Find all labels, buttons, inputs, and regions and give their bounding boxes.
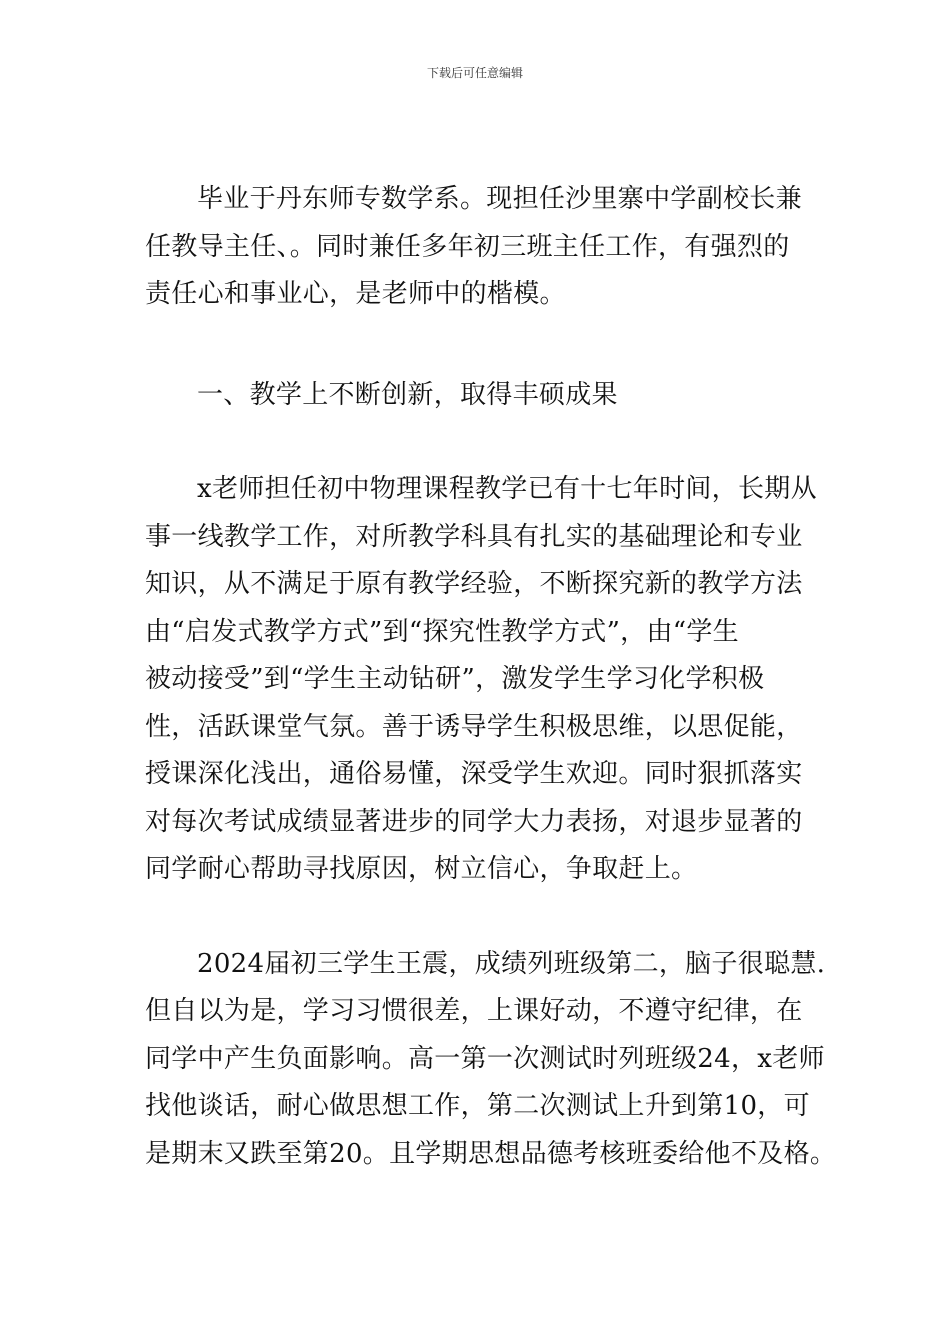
- paragraph-teaching: [145, 466, 825, 894]
- paragraph-spacer: [145, 319, 825, 372]
- paragraph-student-case: [145, 941, 837, 1179]
- text-line: 事一线教学工作，对所教学科具有扎实的基础理论和专业: [145, 521, 803, 552]
- text-line: 毕业于丹东师专数学系。现担任沙里寨中学副校长兼: [197, 184, 802, 214]
- text-line: 找他谈话，耐心做思想工作，第二次测试上升到第10，可: [145, 1091, 810, 1121]
- text-line: 知识，从不满足于原有教学经验，不断探究新的教学方法: [145, 569, 803, 599]
- section-heading: [145, 372, 825, 420]
- text-line: 被动接受”到“学生主动钻研”，激发学生学习化学积极: [145, 664, 765, 694]
- text-line: 由“启发式教学方式”到“探究性教学方式”，由“学生: [145, 616, 739, 647]
- text-line: 同学耐心帮助寻找原因，树立信心，争取赶上。: [145, 854, 698, 884]
- text-line: 同学中产生负面影响。高一第一次测试时列班级24，x老师: [145, 1043, 825, 1074]
- paragraph-intro: [145, 176, 825, 319]
- text-line: 性，活跃课堂气氛。善于诱导学生积极思维，以思促能，: [145, 711, 803, 742]
- text-line: 2024届初三学生王震，成绩列班级第二，脑子很聪慧.: [197, 948, 826, 979]
- text-line: 责任心和事业心，是老师中的楷模。: [145, 279, 566, 309]
- text-line: 对每次考试成绩显著进步的同学大力表扬，对退步显著的: [145, 806, 803, 837]
- document-body: [145, 176, 837, 1178]
- text-line: 是期末又跌至第20。且学期思想品德考核班委给他不及格。: [145, 1138, 837, 1169]
- text-line: 但自以为是，学习习惯很差，上课好动，不遵守纪律，在: [145, 996, 803, 1026]
- page-header-note: 下载后可任意编辑: [426, 66, 523, 80]
- paragraph-spacer: [145, 894, 825, 941]
- paragraph-spacer: [145, 419, 825, 466]
- text-line: 授课深化浅出，通俗易懂，深受学生欢迎。同时狠抓落实: [145, 759, 803, 789]
- text-line: 一、教学上不断创新，取得丰硕成果: [197, 379, 618, 410]
- text-line: 任教导主任、。同时兼任多年初三班主任工作，有强烈的: [145, 231, 790, 262]
- text-line: x老师担任初中物理课程教学已有十七年时间，长期从: [197, 474, 817, 504]
